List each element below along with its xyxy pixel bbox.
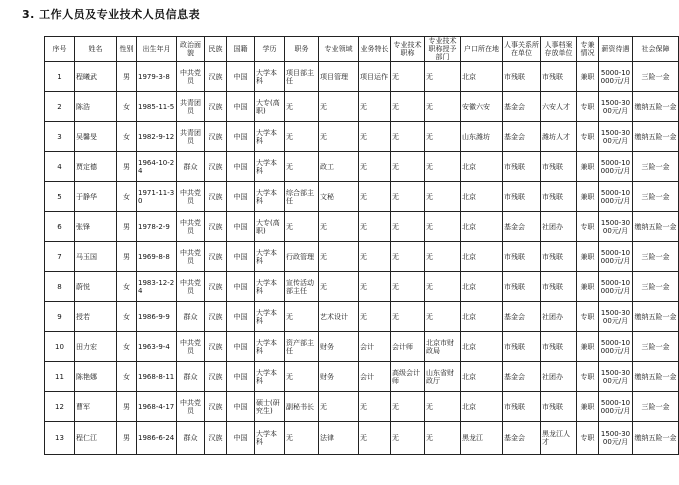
cell-archive-unit: 市残联 bbox=[541, 152, 577, 182]
cell-nationality: 中国 bbox=[227, 62, 255, 92]
cell-employment-type: 专职 bbox=[577, 302, 599, 332]
cell-field: 无 bbox=[319, 392, 359, 422]
cell-employer: 市残联 bbox=[503, 332, 541, 362]
cell-birth-date: 1983-12-24 bbox=[137, 272, 177, 302]
cell-ethnicity: 汉族 bbox=[205, 242, 227, 272]
cell-salary: 5000-10000元/月 bbox=[599, 242, 633, 272]
cell-birth-date: 1968-8-11 bbox=[137, 362, 177, 392]
cell-birth-date: 1963-9-4 bbox=[137, 332, 177, 362]
cell-specialty: 会计 bbox=[359, 362, 391, 392]
cell-social-security: 三险一金 bbox=[633, 272, 679, 302]
cell-title: 高级会计师 bbox=[391, 362, 425, 392]
cell-residence: 北京 bbox=[461, 272, 503, 302]
table-row bbox=[45, 152, 679, 182]
cell-specialty: 无 bbox=[359, 122, 391, 152]
cell-name: 曹军 bbox=[75, 392, 117, 422]
cell-employer: 基金会 bbox=[503, 122, 541, 152]
cell-name: 贾定德 bbox=[75, 152, 117, 182]
cell-political-status: 群众 bbox=[177, 422, 205, 455]
header-cell: 薪资待遇 bbox=[599, 37, 633, 62]
cell-position: 项目部主任 bbox=[285, 62, 319, 92]
cell-title-authority: 无 bbox=[425, 182, 461, 212]
cell-social-security: 缴纳五险一金 bbox=[633, 302, 679, 332]
cell-political-status: 群众 bbox=[177, 362, 205, 392]
cell-salary: 1500-3000元/月 bbox=[599, 422, 633, 455]
cell-index: 13 bbox=[45, 422, 75, 455]
cell-nationality: 中国 bbox=[227, 152, 255, 182]
cell-salary: 1500-3000元/月 bbox=[599, 92, 633, 122]
cell-education: 大学本科 bbox=[255, 422, 285, 455]
cell-ethnicity: 汉族 bbox=[205, 362, 227, 392]
cell-employment-type: 兼职 bbox=[577, 242, 599, 272]
cell-salary: 5000-10000元/月 bbox=[599, 332, 633, 362]
cell-political-status: 共青团员 bbox=[177, 92, 205, 122]
cell-field: 政工 bbox=[319, 152, 359, 182]
cell-nationality: 中国 bbox=[227, 182, 255, 212]
cell-ethnicity: 汉族 bbox=[205, 62, 227, 92]
cell-field: 无 bbox=[319, 122, 359, 152]
cell-salary: 1500-3000元/月 bbox=[599, 122, 633, 152]
cell-residence: 北京 bbox=[461, 302, 503, 332]
cell-archive-unit: 潍坊人才 bbox=[541, 122, 577, 152]
cell-employer: 市残联 bbox=[503, 272, 541, 302]
cell-birth-date: 1964-10-24 bbox=[137, 152, 177, 182]
cell-social-security: 缴纳五险一金 bbox=[633, 422, 679, 455]
header-cell: 社会保障 bbox=[633, 37, 679, 62]
cell-birth-date: 1968-4-17 bbox=[137, 392, 177, 422]
cell-index: 7 bbox=[45, 242, 75, 272]
header-cell: 性别 bbox=[117, 37, 137, 62]
cell-nationality: 中国 bbox=[227, 392, 255, 422]
cell-field: 无 bbox=[319, 242, 359, 272]
cell-title: 无 bbox=[391, 182, 425, 212]
header-cell: 专业技术职称 bbox=[391, 37, 425, 62]
cell-index: 9 bbox=[45, 302, 75, 332]
cell-employer: 市残联 bbox=[503, 242, 541, 272]
cell-position: 无 bbox=[285, 122, 319, 152]
cell-salary: 5000-10000元/月 bbox=[599, 152, 633, 182]
cell-gender: 女 bbox=[117, 332, 137, 362]
cell-field: 文秘 bbox=[319, 182, 359, 212]
cell-birth-date: 1986-9-9 bbox=[137, 302, 177, 332]
cell-employer: 基金会 bbox=[503, 92, 541, 122]
cell-education: 硕士(研究生) bbox=[255, 392, 285, 422]
cell-political-status: 中共党员 bbox=[177, 62, 205, 92]
cell-gender: 男 bbox=[117, 392, 137, 422]
cell-field: 财务 bbox=[319, 362, 359, 392]
cell-index: 1 bbox=[45, 62, 75, 92]
cell-position: 无 bbox=[285, 152, 319, 182]
cell-archive-unit: 市残联 bbox=[541, 272, 577, 302]
cell-salary: 5000-10000元/月 bbox=[599, 272, 633, 302]
cell-employer: 基金会 bbox=[503, 422, 541, 455]
cell-title: 无 bbox=[391, 92, 425, 122]
cell-residence: 北京 bbox=[461, 62, 503, 92]
cell-specialty: 无 bbox=[359, 182, 391, 212]
cell-employment-type: 兼职 bbox=[577, 152, 599, 182]
cell-gender: 男 bbox=[117, 62, 137, 92]
cell-position: 无 bbox=[285, 302, 319, 332]
cell-specialty: 无 bbox=[359, 302, 391, 332]
cell-social-security: 缴纳五险一金 bbox=[633, 92, 679, 122]
table-row bbox=[45, 92, 679, 122]
cell-specialty: 项目运作 bbox=[359, 62, 391, 92]
cell-education: 大学本科 bbox=[255, 362, 285, 392]
cell-employer: 基金会 bbox=[503, 362, 541, 392]
cell-title-authority: 北京市财政局 bbox=[425, 332, 461, 362]
cell-title: 无 bbox=[391, 272, 425, 302]
cell-political-status: 群众 bbox=[177, 302, 205, 332]
cell-social-security: 三险一金 bbox=[633, 242, 679, 272]
header-cell: 专业技术职称授予部门 bbox=[425, 37, 461, 62]
cell-archive-unit: 市残联 bbox=[541, 242, 577, 272]
cell-ethnicity: 汉族 bbox=[205, 302, 227, 332]
cell-political-status: 中共党员 bbox=[177, 332, 205, 362]
cell-title-authority: 无 bbox=[425, 92, 461, 122]
cell-ethnicity: 汉族 bbox=[205, 392, 227, 422]
cell-residence: 黑龙江 bbox=[461, 422, 503, 455]
cell-ethnicity: 汉族 bbox=[205, 332, 227, 362]
cell-field: 无 bbox=[319, 212, 359, 242]
cell-ethnicity: 汉族 bbox=[205, 272, 227, 302]
cell-title-authority: 山东省财政厅 bbox=[425, 362, 461, 392]
cell-title: 无 bbox=[391, 302, 425, 332]
cell-gender: 男 bbox=[117, 422, 137, 455]
cell-archive-unit: 六安人才 bbox=[541, 92, 577, 122]
cell-name: 陈艳娜 bbox=[75, 362, 117, 392]
cell-position: 无 bbox=[285, 92, 319, 122]
table-row bbox=[45, 332, 679, 362]
cell-birth-date: 1978-2-9 bbox=[137, 212, 177, 242]
cell-political-status: 中共党员 bbox=[177, 272, 205, 302]
table-row bbox=[45, 302, 679, 332]
cell-field: 艺术设计 bbox=[319, 302, 359, 332]
cell-gender: 女 bbox=[117, 362, 137, 392]
header-cell: 职务 bbox=[285, 37, 319, 62]
cell-residence: 山东潍坊 bbox=[461, 122, 503, 152]
cell-social-security: 缴纳五险一金 bbox=[633, 212, 679, 242]
cell-employer: 市残联 bbox=[503, 62, 541, 92]
cell-social-security: 缴纳五险一金 bbox=[633, 362, 679, 392]
header-cell: 民族 bbox=[205, 37, 227, 62]
cell-index: 11 bbox=[45, 362, 75, 392]
cell-residence: 安徽六安 bbox=[461, 92, 503, 122]
cell-residence: 北京 bbox=[461, 362, 503, 392]
table-row bbox=[45, 212, 679, 242]
table-row bbox=[45, 62, 679, 92]
cell-birth-date: 1969-8-8 bbox=[137, 242, 177, 272]
table-row bbox=[45, 422, 679, 455]
cell-employment-type: 兼职 bbox=[577, 332, 599, 362]
cell-employment-type: 专职 bbox=[577, 362, 599, 392]
cell-employment-type: 专职 bbox=[577, 92, 599, 122]
header-cell: 人事档案存放单位 bbox=[541, 37, 577, 62]
cell-salary: 5000-10000元/月 bbox=[599, 392, 633, 422]
cell-nationality: 中国 bbox=[227, 272, 255, 302]
cell-employer: 基金会 bbox=[503, 212, 541, 242]
cell-residence: 北京 bbox=[461, 182, 503, 212]
cell-index: 5 bbox=[45, 182, 75, 212]
cell-social-security: 三险一金 bbox=[633, 392, 679, 422]
cell-gender: 男 bbox=[117, 242, 137, 272]
cell-employment-type: 专职 bbox=[577, 422, 599, 455]
cell-name: 田力宏 bbox=[75, 332, 117, 362]
cell-field: 财务 bbox=[319, 332, 359, 362]
cell-employer: 市残联 bbox=[503, 392, 541, 422]
cell-nationality: 中国 bbox=[227, 332, 255, 362]
cell-title-authority: 无 bbox=[425, 212, 461, 242]
cell-specialty: 无 bbox=[359, 242, 391, 272]
header-cell: 政治面貌 bbox=[177, 37, 205, 62]
cell-position: 无 bbox=[285, 422, 319, 455]
cell-birth-date: 1982-9-12 bbox=[137, 122, 177, 152]
cell-ethnicity: 汉族 bbox=[205, 152, 227, 182]
cell-field: 项目管理 bbox=[319, 62, 359, 92]
cell-gender: 女 bbox=[117, 92, 137, 122]
cell-political-status: 中共党员 bbox=[177, 242, 205, 272]
cell-title: 无 bbox=[391, 122, 425, 152]
cell-social-security: 三险一金 bbox=[633, 332, 679, 362]
cell-political-status: 中共党员 bbox=[177, 212, 205, 242]
table-header-row bbox=[45, 37, 679, 62]
cell-name: 于静华 bbox=[75, 182, 117, 212]
cell-employment-type: 兼职 bbox=[577, 272, 599, 302]
cell-archive-unit: 黑龙江人才 bbox=[541, 422, 577, 455]
cell-employment-type: 专职 bbox=[577, 122, 599, 152]
cell-gender: 女 bbox=[117, 122, 137, 152]
cell-social-security: 三险一金 bbox=[633, 62, 679, 92]
cell-ethnicity: 汉族 bbox=[205, 182, 227, 212]
cell-ethnicity: 汉族 bbox=[205, 92, 227, 122]
cell-education: 大学本科 bbox=[255, 332, 285, 362]
cell-title: 无 bbox=[391, 242, 425, 272]
header-cell: 国籍 bbox=[227, 37, 255, 62]
cell-index: 4 bbox=[45, 152, 75, 182]
cell-position: 无 bbox=[285, 212, 319, 242]
cell-social-security: 三险一金 bbox=[633, 152, 679, 182]
cell-specialty: 无 bbox=[359, 92, 391, 122]
cell-political-status: 中共党员 bbox=[177, 392, 205, 422]
cell-residence: 北京 bbox=[461, 332, 503, 362]
cell-political-status: 共青团员 bbox=[177, 122, 205, 152]
cell-specialty: 无 bbox=[359, 212, 391, 242]
cell-title-authority: 无 bbox=[425, 302, 461, 332]
cell-name: 蔚悦 bbox=[75, 272, 117, 302]
staff-info-table bbox=[44, 36, 679, 455]
cell-specialty: 无 bbox=[359, 422, 391, 455]
cell-nationality: 中国 bbox=[227, 212, 255, 242]
cell-social-security: 三险一金 bbox=[633, 182, 679, 212]
cell-archive-unit: 市残联 bbox=[541, 62, 577, 92]
cell-position: 宣传活动部主任 bbox=[285, 272, 319, 302]
cell-birth-date: 1985-11-5 bbox=[137, 92, 177, 122]
cell-social-security: 缴纳五险一金 bbox=[633, 122, 679, 152]
cell-position: 无 bbox=[285, 362, 319, 392]
cell-education: 大学本科 bbox=[255, 62, 285, 92]
cell-employment-type: 兼职 bbox=[577, 182, 599, 212]
cell-education: 大专(高职) bbox=[255, 212, 285, 242]
cell-salary: 1500-3000元/月 bbox=[599, 212, 633, 242]
cell-title-authority: 无 bbox=[425, 242, 461, 272]
cell-name: 授若 bbox=[75, 302, 117, 332]
cell-employment-type: 兼职 bbox=[577, 62, 599, 92]
cell-name: 陈浩 bbox=[75, 92, 117, 122]
cell-position: 行政管理 bbox=[285, 242, 319, 272]
cell-gender: 女 bbox=[117, 182, 137, 212]
cell-position: 综合部主任 bbox=[285, 182, 319, 212]
cell-salary: 1500-3000元/月 bbox=[599, 302, 633, 332]
header-cell: 业务特长 bbox=[359, 37, 391, 62]
cell-residence: 北京 bbox=[461, 152, 503, 182]
cell-archive-unit: 社团办 bbox=[541, 212, 577, 242]
cell-name: 马玉国 bbox=[75, 242, 117, 272]
cell-title-authority: 无 bbox=[425, 422, 461, 455]
cell-gender: 女 bbox=[117, 302, 137, 332]
cell-political-status: 群众 bbox=[177, 152, 205, 182]
cell-title-authority: 无 bbox=[425, 392, 461, 422]
cell-title: 会计师 bbox=[391, 332, 425, 362]
cell-nationality: 中国 bbox=[227, 242, 255, 272]
cell-nationality: 中国 bbox=[227, 92, 255, 122]
cell-education: 大学本科 bbox=[255, 122, 285, 152]
table-row bbox=[45, 182, 679, 212]
cell-archive-unit: 社团办 bbox=[541, 362, 577, 392]
cell-position: 资产部主任 bbox=[285, 332, 319, 362]
cell-position: 副秘书长 bbox=[285, 392, 319, 422]
cell-gender: 男 bbox=[117, 212, 137, 242]
header-cell: 户口所在地 bbox=[461, 37, 503, 62]
cell-title: 无 bbox=[391, 152, 425, 182]
cell-index: 3 bbox=[45, 122, 75, 152]
cell-birth-date: 1986-6-24 bbox=[137, 422, 177, 455]
cell-birth-date: 1971-11-30 bbox=[137, 182, 177, 212]
cell-title-authority: 无 bbox=[425, 62, 461, 92]
cell-ethnicity: 汉族 bbox=[205, 122, 227, 152]
cell-title-authority: 无 bbox=[425, 152, 461, 182]
cell-salary: 5000-10000元/月 bbox=[599, 182, 633, 212]
page-title: 3. 工作人员及专业技术人员信息表 bbox=[22, 8, 201, 21]
cell-title: 无 bbox=[391, 212, 425, 242]
cell-employer: 市残联 bbox=[503, 182, 541, 212]
cell-employer: 基金会 bbox=[503, 302, 541, 332]
cell-index: 8 bbox=[45, 272, 75, 302]
cell-salary: 5000-10000元/月 bbox=[599, 62, 633, 92]
cell-ethnicity: 汉族 bbox=[205, 212, 227, 242]
cell-archive-unit: 市残联 bbox=[541, 392, 577, 422]
table-row bbox=[45, 272, 679, 302]
cell-nationality: 中国 bbox=[227, 122, 255, 152]
cell-title: 无 bbox=[391, 392, 425, 422]
cell-education: 大学本科 bbox=[255, 242, 285, 272]
cell-employment-type: 专职 bbox=[577, 212, 599, 242]
cell-residence: 北京 bbox=[461, 242, 503, 272]
cell-salary: 1500-3000元/月 bbox=[599, 362, 633, 392]
cell-education: 大学本科 bbox=[255, 182, 285, 212]
cell-gender: 男 bbox=[117, 152, 137, 182]
cell-nationality: 中国 bbox=[227, 362, 255, 392]
cell-education: 大学本科 bbox=[255, 302, 285, 332]
cell-archive-unit: 社团办 bbox=[541, 302, 577, 332]
cell-employer: 市残联 bbox=[503, 152, 541, 182]
cell-residence: 北京 bbox=[461, 392, 503, 422]
cell-specialty: 无 bbox=[359, 272, 391, 302]
cell-nationality: 中国 bbox=[227, 422, 255, 455]
cell-nationality: 中国 bbox=[227, 302, 255, 332]
table-row bbox=[45, 392, 679, 422]
cell-title-authority: 无 bbox=[425, 272, 461, 302]
table-row bbox=[45, 122, 679, 152]
cell-field: 无 bbox=[319, 92, 359, 122]
header-cell: 序号 bbox=[45, 37, 75, 62]
cell-gender: 女 bbox=[117, 272, 137, 302]
cell-education: 大学本科 bbox=[255, 272, 285, 302]
cell-index: 6 bbox=[45, 212, 75, 242]
cell-specialty: 会计 bbox=[359, 332, 391, 362]
header-cell: 专兼情况 bbox=[577, 37, 599, 62]
cell-residence: 北京 bbox=[461, 212, 503, 242]
cell-employment-type: 兼职 bbox=[577, 392, 599, 422]
cell-name: 张锋 bbox=[75, 212, 117, 242]
cell-title-authority: 无 bbox=[425, 122, 461, 152]
cell-archive-unit: 市残联 bbox=[541, 182, 577, 212]
header-cell: 学历 bbox=[255, 37, 285, 62]
cell-name: 程仁江 bbox=[75, 422, 117, 455]
cell-index: 10 bbox=[45, 332, 75, 362]
table-row bbox=[45, 242, 679, 272]
cell-index: 12 bbox=[45, 392, 75, 422]
cell-specialty: 无 bbox=[359, 152, 391, 182]
cell-birth-date: 1979-3-8 bbox=[137, 62, 177, 92]
cell-title: 无 bbox=[391, 422, 425, 455]
header-cell: 出生年月 bbox=[137, 37, 177, 62]
header-cell: 专业领域 bbox=[319, 37, 359, 62]
cell-field: 法律 bbox=[319, 422, 359, 455]
table-row bbox=[45, 362, 679, 392]
cell-ethnicity: 汉族 bbox=[205, 422, 227, 455]
cell-title: 无 bbox=[391, 62, 425, 92]
cell-name: 吴馨旻 bbox=[75, 122, 117, 152]
table-body bbox=[45, 62, 679, 455]
cell-education: 大学本科 bbox=[255, 152, 285, 182]
cell-political-status: 中共党员 bbox=[177, 182, 205, 212]
cell-name: 程曦武 bbox=[75, 62, 117, 92]
header-cell: 人事关系所在单位 bbox=[503, 37, 541, 62]
cell-education: 大专(高职) bbox=[255, 92, 285, 122]
cell-specialty: 无 bbox=[359, 392, 391, 422]
header-cell: 姓名 bbox=[75, 37, 117, 62]
cell-archive-unit: 市残联 bbox=[541, 332, 577, 362]
cell-index: 2 bbox=[45, 92, 75, 122]
cell-field: 无 bbox=[319, 272, 359, 302]
